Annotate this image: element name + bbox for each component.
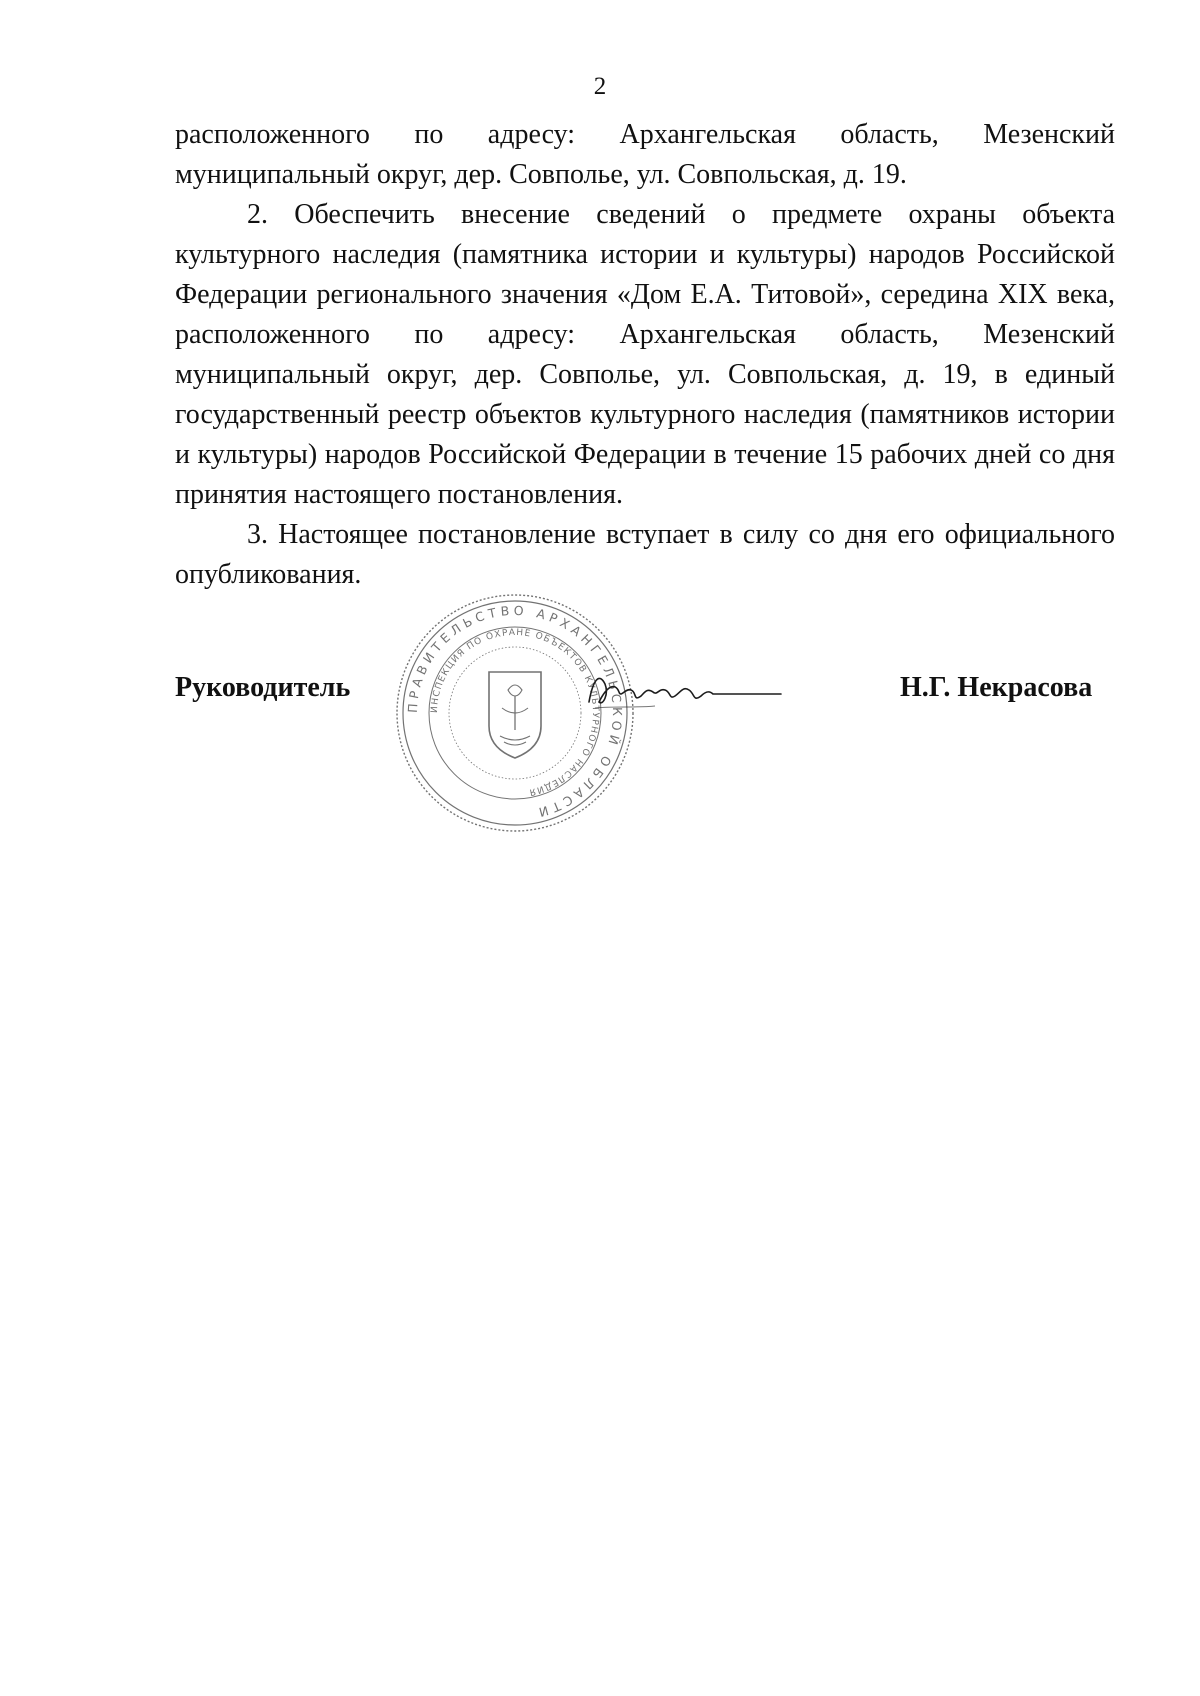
signatory-position: Руководитель	[175, 672, 351, 703]
seal-inner-text: ИНСПЕКЦИЯ ПО ОХРАНЕ ОБЪЕКТОВ КУЛЬТУРНОГО НАСЛЕДИЯ	[429, 627, 601, 797]
coat-of-arms-icon	[489, 672, 541, 758]
seal-outer-text: ПРАВИТЕЛЬСТВО АРХАНГЕЛЬСКОЙ ОБЛАСТИ	[404, 602, 626, 821]
paragraph-item-3: 3. Настоящее постановление вступает в силу со дня его официального опубликования.	[175, 519, 1115, 590]
paragraph-continuation: расположенного по адресу: Архангельская область, Мезенский муниципальный округ, дер. Совполье, ул. Совпольская, д. 19.	[175, 119, 1115, 190]
paragraph-item-2: 2. Обеспечить внесение сведений о предмете охраны объекта культурного наследия (памятника истории и культуры) народов Российской Федерации регионального значения «Дом Е.А. Титовой», середина XIX века, расположенного по адресу: Архангельская область, Мезенский муниципальный округ, дер. Совполье, ул. Совпольская, д. 19, в единый государственный реестр объектов культурного наследия (памятников истории и культуры) народов Российской Федерации в течение 15 рабочих дней со дня принятия настоящего постановления.	[175, 199, 1115, 510]
document-body	[175, 115, 1115, 595]
handwritten-signature	[585, 662, 785, 714]
signatory-name: Н.Г. Некрасова	[900, 672, 1093, 703]
page-number: 2	[593, 73, 607, 100]
signature-block	[0, 590, 1200, 850]
